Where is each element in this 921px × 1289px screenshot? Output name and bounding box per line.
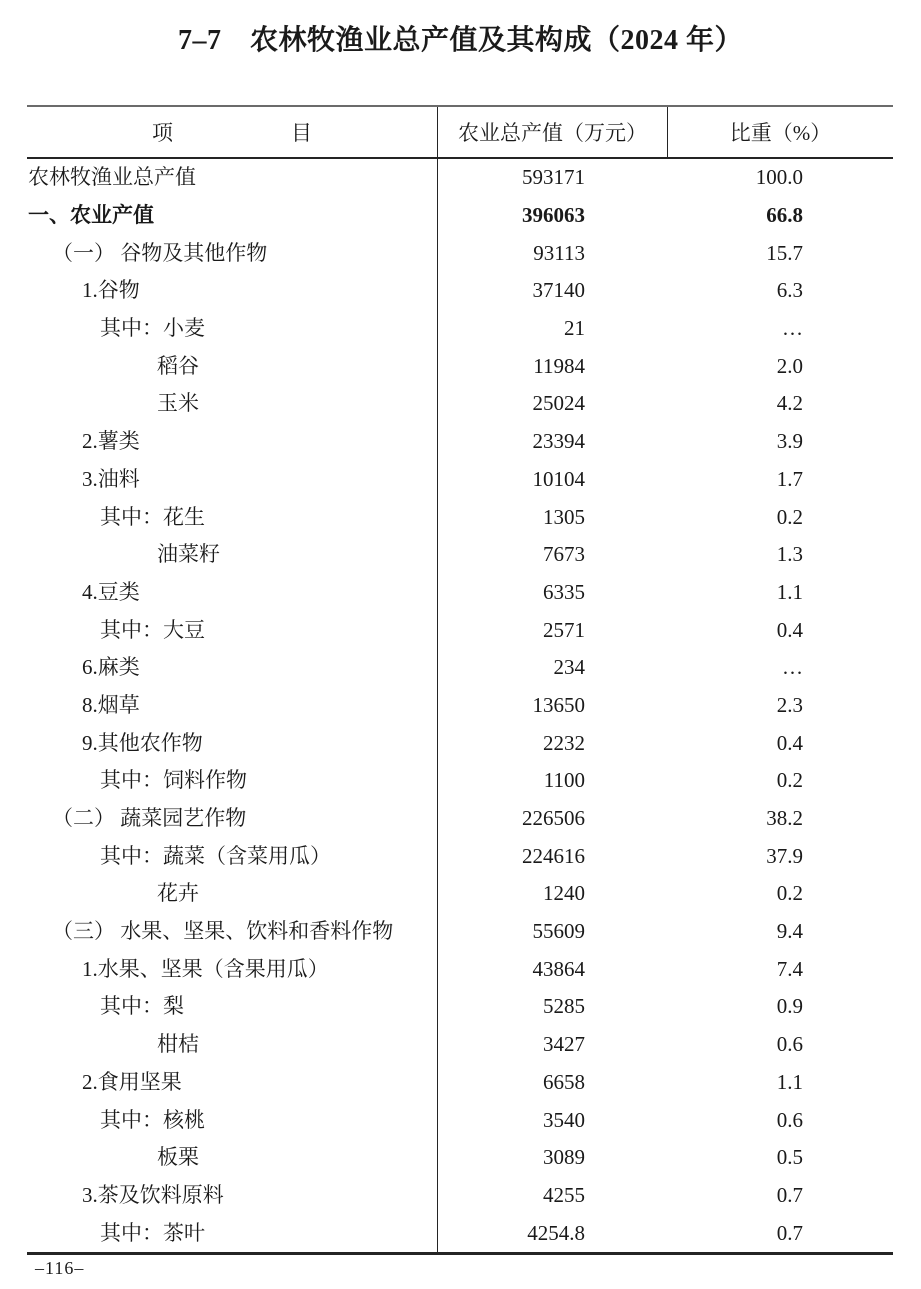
item-header-char-right: 目 [291,121,312,145]
row-value: 4255 [543,1182,585,1207]
table-row [27,800,893,838]
row-label: 4.豆类 [27,574,438,612]
row-value: 5285 [543,994,585,1019]
row-value: 6335 [543,579,585,604]
row-share: 1.1 [776,579,803,604]
row-value: 4254.8 [527,1220,585,1245]
row-value: 25024 [532,391,585,416]
table-body [27,159,893,1255]
row-value: 10104 [532,466,585,491]
row-label: 3.茶及饮料原料 [27,1177,438,1215]
row-share: 100.0 [755,165,803,190]
table-row [27,423,893,461]
row-label: 6.麻类 [27,649,438,687]
row-share: 15.7 [766,240,803,265]
row-share: 6.3 [776,278,803,303]
table-row [27,272,893,310]
row-share: 38.2 [766,806,803,831]
table-row [27,988,893,1026]
row-share: 0.6 [776,1107,803,1132]
row-share: 9.4 [776,919,803,944]
row-share: 4.2 [776,391,803,416]
table-row [27,687,893,725]
table-row [27,498,893,536]
row-label: （三） 水果、坚果、饮料和香料作物 [27,913,438,951]
row-label: 板栗 [27,1139,438,1177]
row-label: 其中：核桃 [27,1101,438,1139]
row-label: 其中：饲料作物 [27,762,438,800]
row-label: 其中：梨 [27,988,438,1026]
item-header-char-left: 项 [152,121,173,145]
row-label: （二） 蔬菜园艺作物 [27,800,438,838]
row-label: 玉米 [27,385,438,423]
row-label: 花卉 [27,875,438,913]
row-value: 13650 [532,692,585,717]
row-label: 2.食用坚果 [27,1064,438,1102]
table-row [27,310,893,348]
row-share: 7.4 [776,956,803,981]
row-share: 1.3 [776,542,803,567]
table-row [27,347,893,385]
row-share: 0.7 [776,1182,803,1207]
row-share: 0.2 [776,768,803,793]
table-row [27,1064,893,1102]
table-row [27,1026,893,1064]
row-label: 稻谷 [27,347,438,385]
table-row [27,1214,893,1252]
row-label: 其中：蔬菜（含菜用瓜） [27,837,438,875]
row-share: 66.8 [766,203,803,228]
row-value: 3089 [543,1145,585,1170]
table-row [27,159,893,197]
table-row [27,875,893,913]
row-value: 1305 [543,504,585,529]
row-share: 0.6 [776,1032,803,1057]
row-value: 226506 [522,806,585,831]
row-share: … [782,316,803,341]
row-value: 55609 [532,919,585,944]
row-label: 2.薯类 [27,423,438,461]
table-row [27,461,893,499]
row-share: 0.4 [776,730,803,755]
row-label: （一） 谷物及其他作物 [27,234,438,272]
page-number: –116– [35,1258,85,1278]
row-share: 2.0 [776,353,803,378]
row-share: … [782,655,803,680]
row-value: 1100 [543,768,585,793]
row-share: 2.3 [776,692,803,717]
row-value: 3540 [543,1107,585,1132]
row-value: 224616 [522,843,585,868]
table-row [27,762,893,800]
table-row [27,649,893,687]
row-value: 21 [564,316,585,341]
row-label: 其中：小麦 [27,310,438,348]
table-row [27,385,893,423]
row-value: 7673 [543,542,585,567]
table-row [27,950,893,988]
row-value: 2232 [543,730,585,755]
row-value: 6658 [543,1069,585,1094]
row-label: 8.烟草 [27,687,438,725]
row-share: 0.5 [776,1145,803,1170]
table-row [27,913,893,951]
table-row [27,611,893,649]
row-label: 其中：花生 [27,498,438,536]
row-share: 1.7 [776,466,803,491]
row-value: 37140 [532,278,585,303]
table-row [27,837,893,875]
row-share: 0.9 [776,994,803,1019]
row-label: 9.其他农作物 [27,724,438,762]
row-share: 3.9 [776,429,803,454]
row-value: 1240 [543,881,585,906]
table-header-row [27,107,893,159]
row-value: 396063 [522,203,585,228]
column-header-share: 比重（%） [729,121,832,145]
row-value: 593171 [522,165,585,190]
table-row [27,536,893,574]
row-value: 23394 [532,429,585,454]
row-label: 农林牧渔业总产值 [27,159,438,197]
row-label: 油菜籽 [27,536,438,574]
row-value: 2571 [543,617,585,642]
row-label: 柑桔 [27,1026,438,1064]
row-share: 0.7 [776,1220,803,1245]
row-label: 其中：茶叶 [27,1214,438,1252]
row-label: 1.水果、坚果（含果用瓜） [27,950,438,988]
row-value: 3427 [543,1032,585,1057]
column-header-item [27,107,438,157]
row-share: 1.1 [776,1069,803,1094]
column-header-value: 农业总产值（万元） [438,107,668,157]
row-label: 一、农业产值 [27,197,438,235]
row-value: 234 [553,655,585,680]
table-row [27,234,893,272]
row-label: 其中：大豆 [27,611,438,649]
row-value: 11984 [533,353,585,378]
table-row [27,1101,893,1139]
table-row [27,197,893,235]
page-title: 7–7 农林牧渔业总产值及其构成（2024 年） [177,25,743,56]
row-value: 93113 [533,240,585,265]
row-share: 37.9 [766,843,803,868]
row-share: 0.2 [776,881,803,906]
row-share: 0.2 [776,504,803,529]
row-value: 43864 [532,956,585,981]
table-row [27,574,893,612]
row-label: 3.油料 [27,461,438,499]
row-label: 1.谷物 [27,272,438,310]
row-share: 0.4 [776,617,803,642]
table-row [27,1139,893,1177]
table-row [27,724,893,762]
table-row [27,1177,893,1215]
statistics-table [27,105,893,1255]
